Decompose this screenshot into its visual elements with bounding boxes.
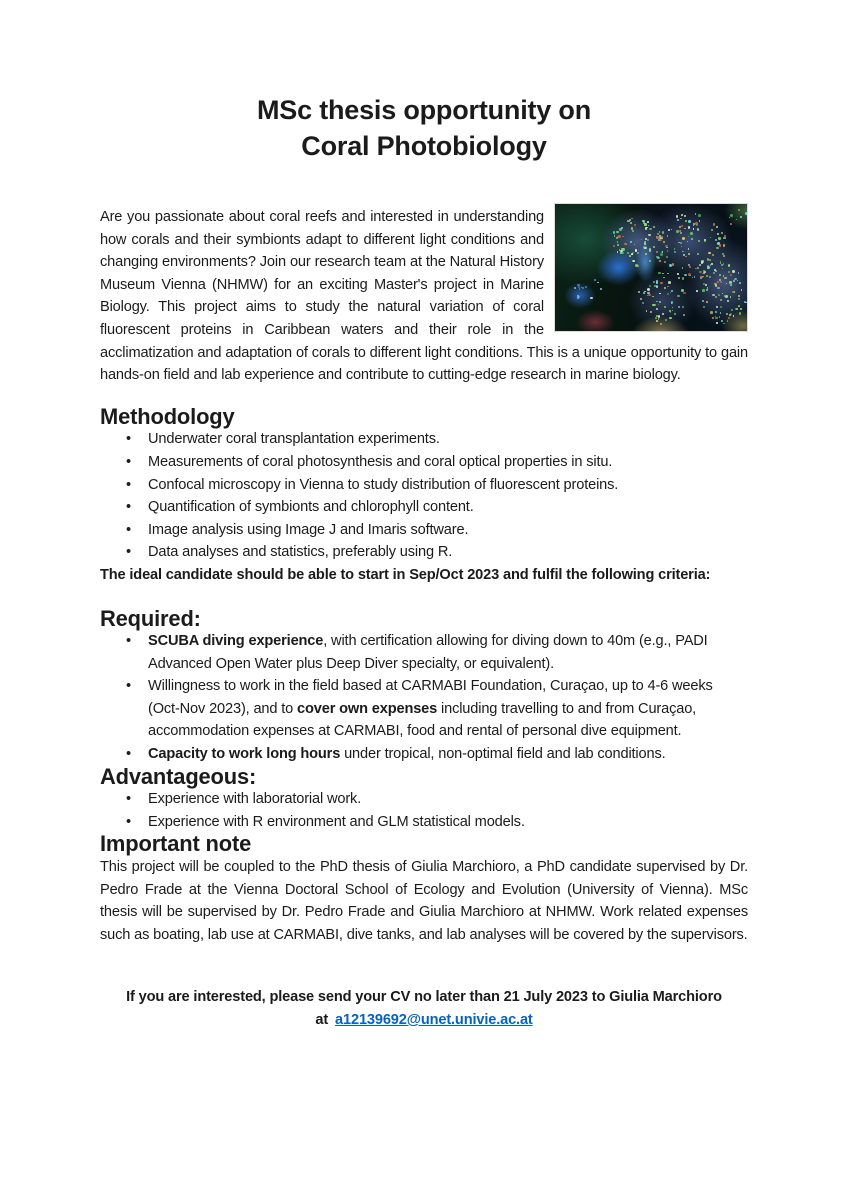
coral-fluorescence-dot (683, 314, 685, 316)
coral-fluorescence-dot (706, 275, 708, 277)
coral-fluorescence-dot (717, 233, 719, 235)
coral-fluorescence-dot (660, 253, 663, 256)
coral-fluorescence-dot (664, 287, 667, 290)
coral-fluorescence-dot (671, 301, 673, 303)
coral-fluorescence-dot (590, 297, 592, 299)
coral-fluorescence-dot (699, 271, 701, 273)
coral-fluorescence-dot (717, 281, 719, 283)
coral-fluorescence-dot (681, 289, 684, 292)
coral-fluorescence-dot (745, 212, 748, 215)
coral-fluorescence-dot (634, 244, 636, 246)
list-item-text: Experience with R environment and GLM statistical models. (148, 813, 525, 830)
coral-fluorescence-dot (733, 315, 735, 317)
coral-fluorescence-dot (687, 241, 689, 243)
coral-fluorescence-dot (574, 287, 577, 290)
coral-fluorescence-dot (585, 286, 587, 288)
coral-fluorescence-dot (649, 260, 651, 262)
coral-fluorescence-dot (658, 318, 660, 320)
coral-fluorescence-dot (684, 228, 686, 230)
list-item (100, 474, 748, 497)
coral-fluorescence-dot (663, 277, 665, 279)
coral-fluorescence-dot (641, 239, 642, 240)
coral-fluorescence-dot (744, 301, 746, 303)
coral-fluorescence-dot (728, 264, 730, 266)
coral-fluorescence-dot (647, 239, 649, 241)
coral-fluorescence-dot (627, 252, 629, 254)
coral-fluorescence-dot (617, 241, 619, 243)
coral-fluorescence-dot (635, 249, 637, 251)
coral-fluorescence-dot (709, 276, 711, 278)
coral-fluorescence-dot (721, 320, 723, 322)
coral-fluorescence-dot (736, 219, 738, 221)
coral-fluorescence-dot (723, 244, 725, 246)
coral-fluorescence-dot (655, 317, 657, 319)
coral-fluorescence-dot (722, 293, 724, 295)
coral-fluorescence-dot (642, 302, 644, 304)
coral-fluorescence-dot (702, 289, 705, 292)
coral-fluorescence-dot (613, 231, 616, 234)
coral-fluorescence-dot (698, 240, 700, 242)
list-item-text: Image analysis using Image J and Imaris software. (148, 521, 469, 538)
coral-fluorescence-dot (708, 252, 711, 255)
coral-fluorescence-dot (718, 237, 721, 240)
coral-fluorescence-dot (659, 239, 662, 242)
list-item-text: Measurements of coral photosynthesis and coral optical properties in situ. (148, 453, 613, 470)
email-link[interactable]: a12139692@unet.univie.ac.at (335, 1012, 533, 1028)
coral-fluorescence-dot (722, 268, 723, 269)
list-item-text: Quantification of symbionts and chlorophyll content. (148, 499, 474, 516)
coral-fluorescence-dot (629, 255, 631, 257)
coral-fluorescence-dot (656, 308, 658, 310)
coral-fluorescence-dot (645, 253, 647, 255)
coral-fluorescence-dot (662, 251, 664, 253)
coral-fluorescence-dot (715, 270, 717, 272)
coral-fluorescence-dot (660, 323, 662, 325)
coral-fluorescence-dot (695, 268, 697, 270)
coral-fluorescence-dot (720, 299, 722, 301)
coral-fluorescence-dot (719, 274, 721, 276)
coral-fluorescence-dot (652, 296, 654, 298)
coral-fluorescence-dot (700, 276, 702, 278)
coral-fluorescence-dot (594, 279, 596, 281)
coral-fluorescence-dot (715, 311, 717, 313)
coral-fluorescence-dot (634, 224, 637, 227)
coral-fluorescence-dot (667, 286, 668, 287)
coral-fluorescence-dot (667, 250, 669, 252)
coral-fluorescence-dot (702, 300, 704, 302)
coral-fluorescence-dot (726, 313, 728, 315)
coral-fluorescence-dot (666, 256, 668, 258)
coral-fluorescence-dot (688, 220, 691, 223)
coral-fluorescence-dot (698, 214, 701, 217)
coral-fluorescence-dot (682, 251, 683, 252)
coral-fluorescence-dot (691, 238, 693, 240)
coral-fluorescence-dot (738, 298, 740, 300)
coral-fluorescence-dot (715, 317, 718, 320)
coral-fluorescence-dot (682, 306, 685, 309)
coral-fluorescence-dot (741, 289, 743, 291)
footer-line2 (100, 1009, 748, 1032)
coral-fluorescence-dot (646, 310, 648, 312)
coral-fluorescence-dot (668, 229, 670, 231)
list-item (100, 519, 748, 542)
coral-fluorescence-dot (647, 292, 650, 295)
coral-fluorescence-dot (616, 237, 618, 239)
coral-fluorescence-dot (693, 228, 695, 230)
coral-fluorescence-dot (647, 288, 650, 291)
coral-photo (554, 203, 748, 332)
coral-fluorescence-dot (649, 250, 651, 252)
coral-fluorescence-dot (680, 218, 682, 220)
coral-fluorescence-dot (720, 261, 722, 263)
coral-fluorescence-dot (577, 297, 579, 299)
coral-fluorescence-dot (630, 241, 632, 243)
coral-fluorescence-dot (718, 294, 720, 296)
coral-fluorescence-dot (597, 282, 599, 284)
coral-fluorescence-dot (690, 232, 693, 235)
coral-fluorescence-dot (699, 220, 701, 222)
coral-fluorescence-dot (725, 295, 728, 298)
coral-fluorescence-dot (640, 298, 642, 300)
coral-fluorescence-dot (677, 295, 680, 298)
coral-fluorescence-dot (719, 244, 722, 247)
coral-fluorescence-dot (677, 273, 679, 275)
coral-fluorescence-dot (696, 290, 698, 292)
coral-fluorescence-dot (637, 265, 639, 267)
coral-fluorescence-dot (729, 314, 731, 316)
coral-fluorescence-dot (738, 272, 740, 274)
coral-fluorescence-dot (600, 288, 602, 290)
coral-fluorescence-dot (616, 231, 619, 234)
coral-fluorescence-dot (695, 213, 697, 215)
coral-fluorescence-dot (727, 300, 729, 302)
coral-fluorescence-dot (709, 259, 711, 261)
page-title-line2: Coral Photobiology (301, 131, 547, 161)
coral-fluorescence-dot (614, 235, 615, 236)
methodology-heading: Methodology (100, 403, 235, 429)
coral-fluorescence-dot (720, 306, 723, 309)
coral-fluorescence-dot (674, 313, 676, 315)
list-item-text: Willingness to work in the field based at CARMABI Foundation, Curaçao, up to 4-6 weeks (Oct-Nov 2023), and to cover own expenses including travelling to and from Curaçao, accommodation expenses at CARMABI, food and rental of personal dive equipment. (148, 678, 713, 740)
coral-fluorescence-dot (672, 263, 674, 265)
coral-fluorescence-dot (648, 225, 649, 226)
coral-fluorescence-dot (712, 317, 713, 318)
coral-fluorescence-dot (670, 311, 672, 313)
coral-fluorescence-dot (694, 276, 695, 277)
coral-fluorescence-dot (704, 240, 706, 242)
coral-fluorescence-dot (664, 306, 666, 308)
list-item-text: SCUBA diving experience, with certification allowing for diving down to 40m (e.g., PADI Advanced Open Water plus Deep Diver specialty, or equivalent). (148, 633, 708, 672)
coral-fluorescence-dot (677, 219, 679, 221)
coral-fluorescence-dot (740, 308, 742, 310)
list-item-text: Confocal microscopy in Vienna to study distribution of fluorescent proteins. (148, 476, 619, 493)
coral-fluorescence-dot (721, 232, 723, 234)
coral-fluorescence-dot (740, 216, 743, 219)
coral-fluorescence-dot (716, 247, 718, 249)
coral-fluorescence-dot (720, 312, 722, 314)
coral-fluorescence-dot (665, 319, 667, 321)
coral-fluorescence-dot (711, 229, 713, 231)
coral-fluorescence-dot (707, 265, 709, 267)
coral-fluorescence-dot (713, 223, 716, 226)
page-title (100, 92, 748, 164)
coral-fluorescence-dot (669, 264, 671, 266)
coral-fluorescence-dot (724, 277, 727, 280)
coral-fluorescence-dot (624, 243, 627, 246)
important-note-text: This project will be coupled to the PhD thesis of Giulia Marchioro, a PhD candidate supervised by Dr. Pedro Frade at the Vienna Doctoral School of Ecology and Evolution (University of Vienna). MSc thesis will be supervised by Dr. Pedro Frade and Giulia Marchioro at NHMW. Work related expenses such as boating, lab use at CARMABI, dive tanks, and lab analyses will be covered by the supervisors. (100, 859, 748, 943)
coral-fluorescence-dot (662, 231, 665, 234)
coral-fluorescence-dot (647, 221, 649, 223)
coral-fluorescence-dot (635, 264, 637, 266)
coral-fluorescence-dot (723, 323, 725, 325)
required-list (100, 630, 748, 766)
coral-fluorescence-dot (667, 235, 669, 237)
coral-fluorescence-dot (715, 239, 717, 241)
coral-fluorescence-dot (724, 237, 726, 239)
important-note-heading: Important note (100, 831, 252, 857)
advantageous-heading: Advantageous: (100, 763, 257, 789)
coral-fluorescence-dot (703, 283, 705, 285)
coral-fluorescence-dot (734, 278, 737, 281)
coral-fluorescence-dot (706, 301, 708, 303)
coral-fluorescence-dot (682, 237, 685, 240)
methodology-list (100, 428, 748, 564)
coral-fluorescence-dot (659, 293, 661, 295)
coral-fluorescence-dot (688, 248, 689, 249)
coral-fluorescence-dot (738, 295, 740, 297)
list-item (100, 496, 748, 519)
coral-fluorescence-dot (619, 249, 621, 251)
footer (100, 986, 748, 1031)
coral-fluorescence-dot (739, 312, 742, 315)
coral-fluorescence-dot (659, 301, 662, 304)
coral-fluorescence-dot (737, 280, 739, 282)
coral-fluorescence-dot (671, 229, 673, 231)
coral-fluorescence-dot (705, 284, 707, 286)
coral-fluorescence-dot (648, 294, 650, 296)
list-item-text: Underwater coral transplantation experiments. (148, 431, 440, 448)
coral-fluorescence-dot (622, 236, 624, 238)
coral-fluorescence-dot (668, 281, 671, 284)
list-item (100, 541, 748, 564)
coral-fluorescence-dot (672, 307, 674, 309)
list-item (100, 428, 748, 451)
coral-fluorescence-dot (697, 253, 699, 255)
coral-fluorescence-dot (684, 215, 687, 218)
coral-fluorescence-dot (644, 241, 647, 244)
advantageous-list (100, 788, 748, 833)
coral-fluorescence-dot (667, 293, 670, 296)
coral-fluorescence-dot (638, 291, 640, 293)
coral-fluorescence-dot (726, 283, 728, 285)
list-item-text: Capacity to work long hours under tropical, non-optimal field and lab conditions. (148, 746, 666, 763)
coral-fluorescence-dot (676, 230, 679, 233)
coral-fluorescence-dot (656, 280, 658, 282)
coral-fluorescence-dot (667, 273, 669, 275)
coral-fluorescence-dot (730, 296, 732, 298)
coral-fluorescence-dot (644, 247, 647, 250)
coral-fluorescence-dot (710, 311, 713, 314)
coral-fluorescence-dot (676, 215, 678, 217)
coral-fluorescence-dot (653, 226, 655, 228)
coral-fluorescence-dot (656, 315, 658, 317)
coral-fluorescence-dot (733, 280, 735, 282)
coral-fluorescence-dot (682, 277, 684, 279)
coral-fluorescence-dot (688, 273, 691, 276)
coral-fluorescence-dot (643, 292, 645, 294)
coral-fluorescence-dot (631, 218, 633, 220)
coral-fluorescence-dot (670, 292, 672, 294)
list-item-text: Experience with laboratorial work. (148, 791, 362, 808)
list-item (100, 630, 748, 675)
coral-fluorescence-dot (653, 246, 656, 249)
coral-fluorescence-dot (630, 222, 632, 224)
coral-fluorescence-dot (716, 306, 718, 308)
coral-fluorescence-dot (660, 282, 663, 285)
coral-fluorescence-dot (658, 304, 660, 306)
coral-fluorescence-dot (730, 223, 732, 225)
coral-fluorescence-dot (710, 264, 712, 266)
coral-fluorescence-dot (659, 260, 661, 262)
coral-fluorescence-dot (658, 272, 661, 275)
coral-fluorescence-dot (674, 251, 676, 253)
coral-fluorescence-dot (662, 313, 664, 315)
coral-fluorescence-dot (582, 287, 584, 289)
list-item-text: Data analyses and statistics, preferably using R. (148, 544, 453, 561)
coral-fluorescence-dot (637, 252, 640, 255)
coral-fluorescence-dot (730, 274, 732, 276)
coral-fluorescence-dot (716, 226, 718, 228)
coral-fluorescence-dot (633, 260, 635, 262)
coral-fluorescence-dot (688, 226, 691, 229)
coral-fluorescence-dot (681, 214, 683, 216)
coral-fluorescence-dot (665, 245, 668, 248)
coral-fluorescence-dot (713, 272, 715, 274)
coral-fluorescence-dot (703, 306, 705, 308)
coral-fluorescence-dot (683, 292, 685, 294)
coral-fluorescence-dot (723, 255, 725, 257)
coral-fluorescence-dot (653, 281, 655, 283)
list-item (100, 788, 748, 811)
list-item (100, 675, 748, 743)
coral-fluorescence-dot (716, 322, 718, 324)
coral-fluorescence-dot (672, 310, 673, 311)
coral-fluorescence-dot (613, 245, 615, 247)
coral-fluorescence-dot (649, 285, 651, 287)
intro-paragraph (100, 206, 748, 387)
required-heading: Required: (100, 605, 201, 631)
coral-fluorescence-dot (656, 301, 657, 302)
coral-fluorescence-dot (696, 224, 698, 226)
coral-fluorescence-dot (631, 253, 633, 255)
coral-fluorescence-dot (685, 220, 688, 223)
coral-fluorescence-dot (685, 256, 687, 258)
coral-fluorescence-dot (699, 264, 701, 266)
coral-fluorescence-dot (680, 230, 682, 232)
coral-fluorescence-dot (579, 288, 581, 290)
coral-fluorescence-dot (689, 266, 691, 268)
coral-fluorescence-dot (656, 251, 658, 253)
coral-fluorescence-dot (727, 320, 729, 322)
coral-fluorescence-dot (720, 281, 722, 283)
coral-fluorescence-dot (663, 241, 666, 244)
coral-fluorescence-dot (734, 291, 736, 293)
coral-fluorescence-dot (654, 304, 656, 306)
coral-fluorescence-dot (692, 277, 694, 279)
coral-fluorescence-dot (717, 287, 720, 290)
coral-fluorescence-dot (669, 317, 671, 319)
coral-fluorescence-dot (682, 267, 684, 269)
coral-fluorescence-dot (738, 209, 740, 211)
coral-fluorescence-dot (684, 274, 687, 277)
coral-fluorescence-dot (730, 214, 733, 217)
coral-fluorescence-dot (681, 246, 683, 248)
coral-fluorescence-dot (632, 230, 634, 232)
coral-fluorescence-dot (697, 228, 700, 231)
list-item (100, 451, 748, 474)
coral-fluorescence-dot (735, 308, 738, 311)
coral-fluorescence-dot (728, 317, 730, 319)
coral-fluorescence-dot (715, 296, 717, 298)
coral-fluorescence-dot (620, 252, 622, 254)
coral-fluorescence-dot (678, 306, 681, 309)
coral-fluorescence-dot (681, 225, 684, 228)
coral-fluorescence-dot (649, 228, 652, 231)
coral-fluorescence-dot (680, 242, 682, 244)
coral-fluorescence-dot (680, 232, 682, 234)
coral-fluorescence-dot (723, 263, 724, 264)
coral-fluorescence-dot (688, 253, 690, 255)
coral-fluorescence-dot (674, 248, 676, 250)
intro-text: Are you passionate about coral reefs and interested in understanding how corals and their symbionts adapt to different light conditions and changing environments? Join our research team at the Natural History Museum Vienna (NHMW) for an exciting Master's project in Marine Biology. This project aims to study the natural variation of coral fluorescent proteins in Caribbean waters and their role in the acclimatization and adaptation of corals to different light conditions. This is a unique opportunity to gain hands-on field and lab experience and contribute to cutting-edge research in marine biology. (100, 209, 748, 384)
footer-line1: If you are interested, please send your CV no later than 21 July 2023 to Giulia Marchioro (126, 989, 722, 1006)
coral-fluorescence-dot (739, 282, 741, 284)
coral-fluorescence-dot (706, 289, 708, 291)
coral-fluorescence-dot (731, 309, 733, 311)
coral-fluorescence-dot (710, 237, 711, 238)
list-item (100, 811, 748, 834)
coral-fluorescence-dot (656, 320, 658, 322)
page-title-line1: MSc thesis opportunity on (256, 95, 591, 125)
coral-fluorescence-dot (712, 254, 714, 256)
coral-fluorescence-dot (659, 237, 661, 239)
coral-fluorescence-dot (648, 234, 651, 237)
coral-fluorescence-dot (650, 311, 652, 313)
list-item (100, 743, 748, 766)
criteria-line: The ideal candidate should be able to start in Sep/Oct 2023 and fulfil the following criteria: (100, 566, 711, 583)
coral-fluorescence-dot (732, 270, 735, 273)
coral-fluorescence-dot (719, 316, 721, 318)
coral-fluorescence-dot (688, 236, 690, 238)
coral-fluorescence-dot (656, 286, 658, 288)
coral-fluorescence-dot (621, 248, 624, 251)
coral-fluorescence-dot (618, 235, 621, 238)
coral-fluorescence-dot (678, 277, 680, 279)
coral-fluorescence-dot (617, 251, 619, 253)
coral-fluorescence-dot (656, 236, 659, 239)
coral-fluorescence-dot (662, 273, 664, 275)
coral-fluorescence-dot (664, 261, 666, 263)
footer-at-label: at (315, 1012, 329, 1028)
coral-fluorescence-dot (728, 271, 730, 273)
